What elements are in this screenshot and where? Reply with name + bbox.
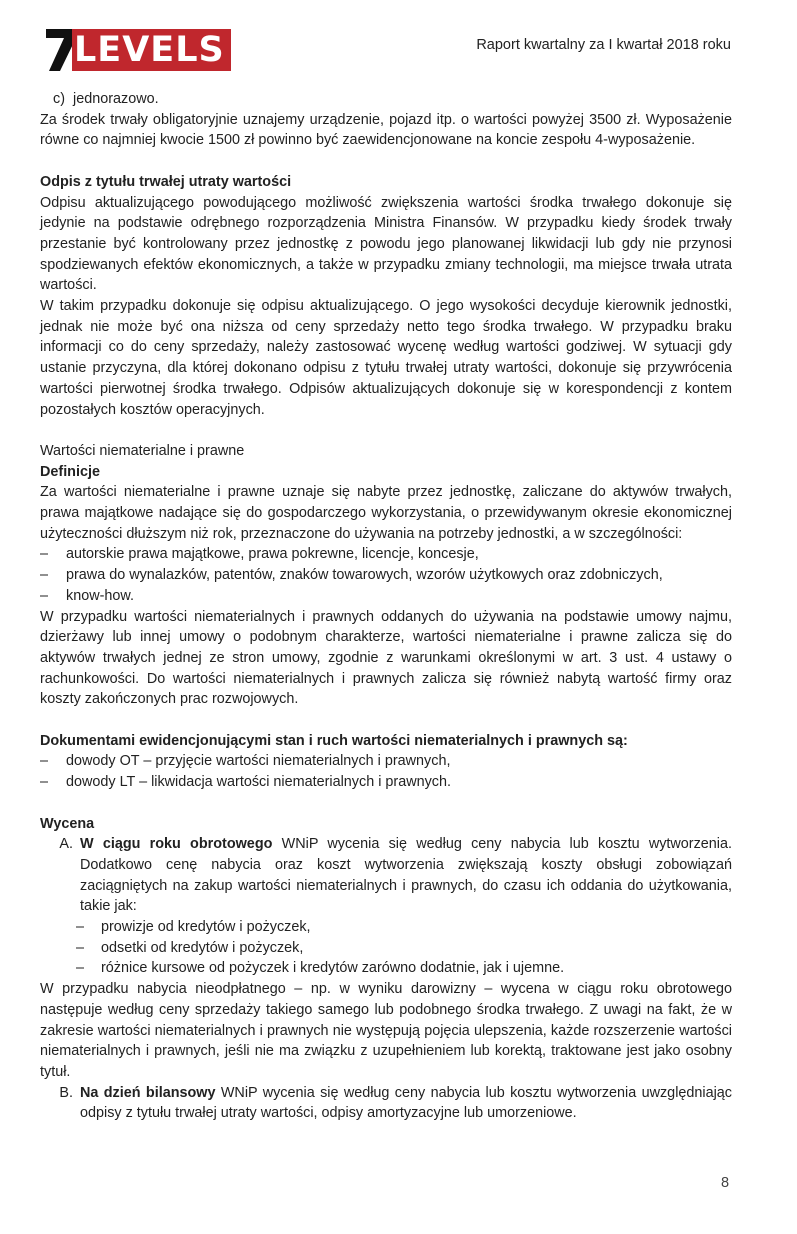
list-item-text: dowody OT – przyjęcie wartości niematerialnych i prawnych, <box>66 753 451 770</box>
lease-paragraph: W przypadku wartości niematerialnych i prawnych oddanych do używania na podstawie umowy najmu, dzierżawy lub innej umowy o podobnym charakterze, wartości niematerialne i prawne zalicza się do aktywów trwałych jednej ze stron umowy, zgodnie z warunkami określonymi w art. 3 ust. 4 ustawy o rachunkowości. Do wartości niematerialnych i prawnych zalicza się również nabytą wartość firmy oraz koszty zakończonych prac rozwojowych. <box>40 608 732 708</box>
list-item <box>40 958 732 979</box>
list-item-text: odsetki od kredytów i pożyczek, <box>101 939 304 956</box>
list-item-c <box>40 89 732 110</box>
report-title: Raport kwartalny za I kwartał 2018 roku <box>476 37 731 53</box>
fixed-asset-threshold-paragraph: Za środek trwały obligatoryjnie uznajemy urządzenie, pojazd itp. o wartości powyżej 3500 zł. Wyposażenie równe co najmniej kwocie 1500 zł powinno być zaewidencjonowane na koncie zespołu 4-wyposażenie. <box>40 111 732 149</box>
page-number: 8 <box>721 1175 730 1191</box>
page-content <box>40 89 732 1124</box>
documents-heading: Dokumentami ewidencjonującymi stan i ruch wartości niematerialnych i prawnych są: <box>40 732 628 749</box>
definitions-subheading: Definicje <box>40 463 100 480</box>
page-header <box>0 0 797 90</box>
list-item <box>40 938 732 959</box>
list-item <box>40 565 732 586</box>
valuation-item-b <box>40 1083 732 1124</box>
list-marker: B. <box>59 1084 73 1101</box>
valuation-a-label: W ciągu roku obrotowego <box>80 836 273 853</box>
list-item-text: autorskie prawa majątkowe, prawa pokrewne, licencje, koncesje, <box>66 546 479 563</box>
logo-text: LEVELS <box>72 29 231 71</box>
dash-marker: – <box>40 587 49 604</box>
list-marker: A. <box>59 836 73 853</box>
dash-marker: – <box>40 567 49 584</box>
dash-marker: – <box>76 919 85 936</box>
valuation-b-label: Na dzień bilansowy <box>80 1084 216 1101</box>
dash-marker: – <box>40 546 49 563</box>
valuation-b-text: WNiP wycenia się według ceny nabycia lub kosztu wytworzenia uwzględniając odpisy z tytułu trwałej utraty wartości, odpisy amortyzacyjne lub umorzeniowe. <box>80 1084 732 1122</box>
free-acquisition-paragraph: W przypadku nabycia nieodpłatnego – np. w wyniku darowizny – wycena w ciągu roku obrotowego następuje według ceny sprzedaży takiego samego lub podobnego środka trwałego. Z uwagi na fakt, że w zakresie wartości niematerialnych i prawnych nie występują pojęcia ulepszenia, każde rozszerzenie wartości niematerialnych i prawnych, jeśli nie ma związku z uzupełnieniem lub korektą, traktowane jest jako osobny tytuł. <box>40 981 732 1080</box>
impairment-paragraph-1: Odpisu aktualizującego powodującego możliwość zwiększenia wartości środka trwałego dokonuje się jedynie na podstawie odrębnego rozporządzenia Ministra Finansów. W przypadku kiedy środek trwały przestanie być kontrolowany przez jednostkę z powodu jego planowanej likwidacji lub gdy nie przynosi spodziewanych efektów ekonomicznych, a także w przypadku zmiany technologii, ma miejsce trwała utrata wartości. <box>40 194 732 294</box>
impairment-heading: Odpis z tytułu trwałej utraty wartości <box>40 173 292 190</box>
impairment-paragraph-2: W takim przypadku dokonuje się odpisu aktualizującego. O jego wysokości decyduje kierownik jednostki, jednak nie może być ona niższa od ceny sprzedaży netto tego środka trwałego. W przypadku braku informacji co do ceny sprzedaży, należy zastosować wycenę według wartości godziwej. W sytuacji gdy ustanie przyczyna, dla której dokonano odpisu z tytułu trwałej utraty wartości, dokonuje się przywrócenia wartości pierwotnej środka trwałego. Odpisów aktualizujących dokonuje się w korespondencji z kontem pozostałych kosztów operacyjnych. <box>40 298 732 418</box>
list-item-text: know-how. <box>66 587 134 604</box>
list-item-text: jednorazowo. <box>73 91 159 107</box>
intangibles-heading: Wartości niematerialne i prawne <box>40 442 245 459</box>
valuation-a-text: WNiP wycenia się według ceny nabycia lub kosztu wytworzenia. Dodatkowo cenę nabycia oraz koszt wytworzenia zwiększają koszty obsługi zobowiązań zaciągniętych na zakup wartości niematerialnych i prawnych, do czasu ich oddania do użytkowania, takie jak: <box>80 836 733 915</box>
dash-marker: – <box>76 960 85 977</box>
list-item <box>40 751 732 772</box>
list-item-text: prowizje od kredytów i pożyczek, <box>101 919 311 936</box>
dash-marker: – <box>40 753 49 770</box>
company-logo <box>46 29 231 71</box>
dash-marker: – <box>40 774 49 791</box>
valuation-item-a <box>40 834 732 917</box>
list-item-text: prawa do wynalazków, patentów, znaków towarowych, wzorów użytkowych oraz zdobniczych, <box>66 567 663 584</box>
definitions-paragraph: Za wartości niematerialne i prawne uznaje się nabyte przez jednostkę, zaliczane do aktywów trwałych, prawa majątkowe nadające się do gospodarczego wykorzystania, o przewidywanym okresie ekonomicznej użyteczności dłuższym niż rok, przeznaczone do używania na potrzeby jednostki, a w szczególności: <box>40 484 732 542</box>
list-item <box>40 772 732 793</box>
list-marker: c) <box>53 91 65 107</box>
list-item <box>40 544 732 565</box>
list-item <box>40 586 732 607</box>
list-item-text: dowody LT – likwidacja wartości niematerialnych i prawnych. <box>66 774 451 791</box>
valuation-heading: Wycena <box>40 815 95 832</box>
dash-marker: – <box>76 939 85 956</box>
list-item <box>40 917 732 938</box>
list-item-text: różnice kursowe od pożyczek i kredytów zarówno dodatnie, jak i ujemne. <box>101 960 565 977</box>
